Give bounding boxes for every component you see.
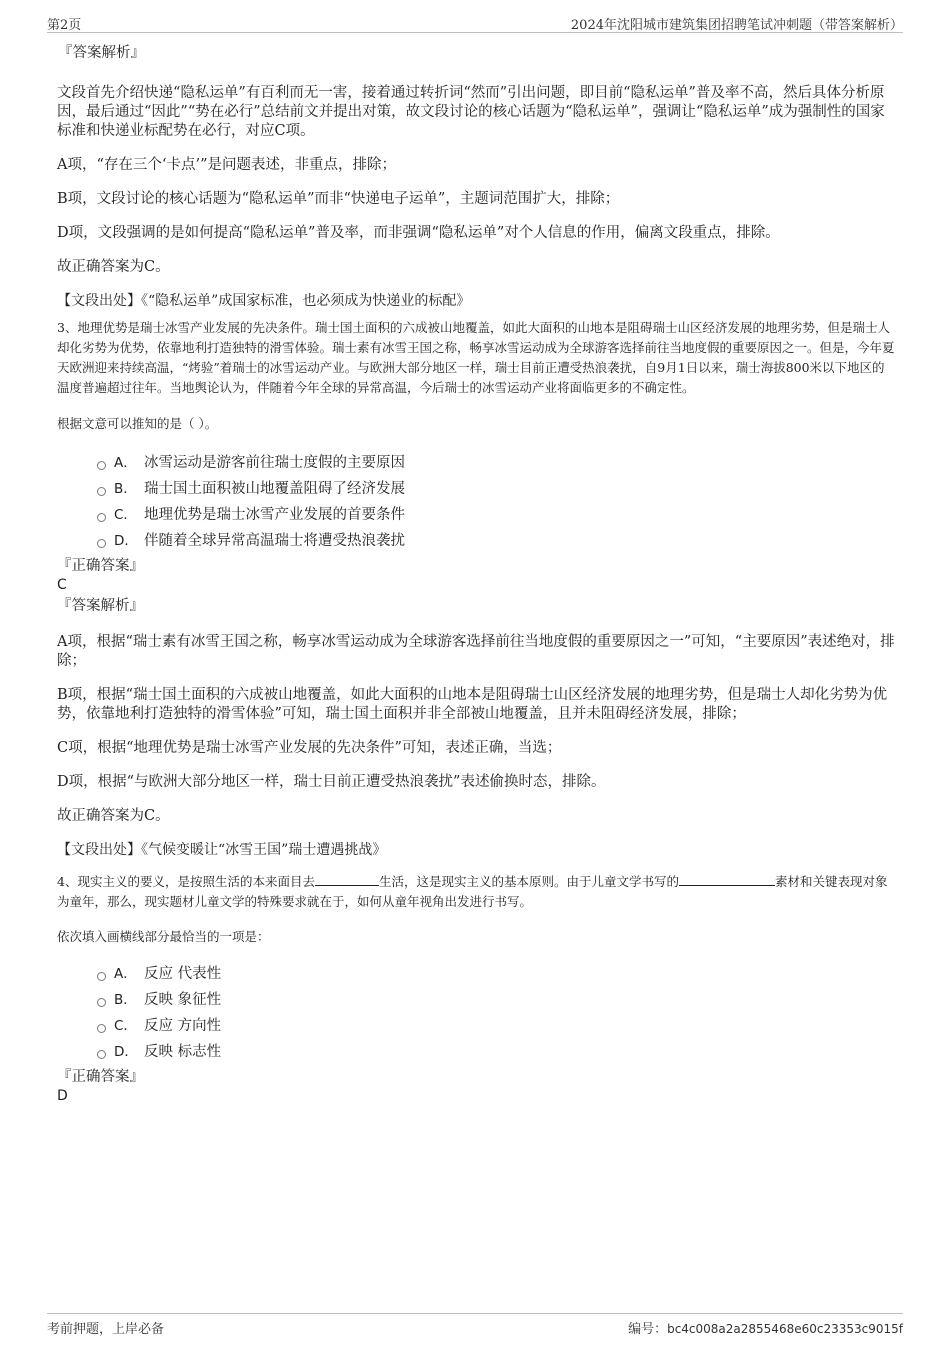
q3-stem: 3、地理优势是瑞士冰雪产业发展的先决条件。瑞士国土面积的六成被山地覆盖，如此大面积的山地本是阻碍瑞士山区经济发展的地理劣势，但是瑞士人却化劣势为优势，依靠地利打造独特的滑雪体验。瑞士素有冰雪王国之称，畅享冰雪运动成为全球游客选择前往当地度假的重要原因之一。但是，今年夏天欧洲迎来持续高温，“烤验”着瑞士的冰雪运动产业。与欧洲大部分地区一样，瑞士目前正遭受热浪袭扰，自9月1日以来，瑞士海拔800米以下地区的温度普遍超过往年。当地舆论认为，伴随着今年全球的异常高温，今后瑞士的冰雪运动产业将面临更多的不确定性。 <box>57 320 895 395</box>
q3-option-a[interactable]: A． 冰雪运动是游客前往瑞士度假的主要原因 <box>97 450 895 476</box>
q4-answer: D <box>57 1088 68 1104</box>
radio-icon[interactable] <box>97 461 106 470</box>
q3-analysis-label: 『答案解析』 <box>57 598 144 614</box>
page-number: 第2页 <box>47 18 82 33</box>
radio-icon[interactable] <box>97 1050 106 1059</box>
radio-icon[interactable] <box>97 487 106 496</box>
q3-note-b: B项，根据“瑞士国土面积的六成被山地覆盖，如此大面积的山地本是阻碍瑞士山区经济发展的地理劣势，但是瑞士人却化劣势为优势，依靠地利打造独特的滑雪体验”可知，瑞士国土面积并非全部被山地覆盖，且并未阻碍经济发展，排除； <box>57 687 888 722</box>
q3-answer-label: 『正确答案』 <box>57 558 144 574</box>
radio-icon[interactable] <box>97 1024 106 1033</box>
q3-conclusion: 故正确答案为C。 <box>57 808 170 824</box>
q2-analysis-label: 『答案解析』 <box>58 45 145 61</box>
document-title: 2024年沈阳城市建筑集团招聘笔试冲刺题（带答案解析） <box>570 18 903 33</box>
q2-note-b: B项，文段讨论的核心话题为“隐私运单”而非“快递电子运单”，主题词范围扩大，排除； <box>57 191 620 207</box>
q2-source: 【文段出处】《“隐私运单”成国家标准，也必须成为快递业的标配》 <box>57 293 471 309</box>
q4-option-a[interactable]: A． 反应 代表性 <box>97 961 895 987</box>
radio-icon[interactable] <box>97 998 106 1007</box>
q2-conclusion: 故正确答案为C。 <box>57 259 170 275</box>
q2-note-a: A项，“存在三个‘卡点’”是问题表述，非重点，排除； <box>57 157 397 173</box>
q2-note-d: D项，文段强调的是如何提高“隐私运单”普及率，而非强调“隐私运单”对个人信息的作用，偏离文段重点，排除。 <box>57 225 780 241</box>
q3-note-d: D项，根据“与欧洲大部分地区一样，瑞士目前正遭受热浪袭扰”表述偷换时态，排除。 <box>57 774 606 790</box>
q3-note-c: C项，根据“地理优势是瑞士冰雪产业发展的先决条件”可知，表述正确，当选； <box>57 740 562 756</box>
q3-source: 【文段出处】《气候变暖让“冰雪王国”瑞士遭遇挑战》 <box>57 842 387 858</box>
footer-slogan: 考前押题，上岸必备 <box>47 1322 165 1337</box>
q3-option-c[interactable]: C． 地理优势是瑞士冰雪产业发展的首要条件 <box>97 502 895 528</box>
q4-stem: 4、现实主义的要义，是按照生活的本来面目去 生活，这是现实主义的基本原则。由于儿童文学书写的 素材和关键表现对象为童年，那么，现实题材儿童文学的特殊要求就在于，如何从童年视角出发进行书写。 <box>57 874 888 909</box>
q4-option-c[interactable]: C． 反应 方向性 <box>97 1013 895 1039</box>
blank-2 <box>679 873 775 886</box>
q2-analysis-text: 文段首先介绍快递“隐私运单”有百利而无一害，接着通过转折词“然而”引出问题，即目前“隐私运单”普及率不高，然后具体分析原因，最后通过“因此”“势在必行”总结前文并提出对策，故文段讨论的核心话题为“隐私运单”，强调让“隐私运单”成为强制性的国家标准和快递业标配势在必行，对应C项。 <box>57 85 885 139</box>
q3-option-d[interactable]: D． 伴随着全球异常高温瑞士将遭受热浪袭扰 <box>97 528 895 554</box>
q4-options <box>97 961 895 1065</box>
q3-note-a: A项，根据“瑞士素有冰雪王国之称，畅享冰雪运动成为全球游客选择前往当地度假的重要原因之一”可知，“主要原因”表述绝对，排除； <box>57 634 895 669</box>
q3-option-b[interactable]: B． 瑞士国土面积被山地覆盖阻碍了经济发展 <box>97 476 895 502</box>
q4-answer-label: 『正确答案』 <box>57 1069 144 1085</box>
blank-1 <box>315 873 379 886</box>
radio-icon[interactable] <box>97 972 106 981</box>
q4-prompt: 依次填入画横线部分最恰当的一项是： <box>57 929 270 944</box>
q3-answer: C <box>57 577 67 593</box>
q3-options <box>97 450 895 554</box>
q4-option-d[interactable]: D． 反映 标志性 <box>97 1039 895 1065</box>
radio-icon[interactable] <box>97 513 106 522</box>
q4-option-b[interactable]: B． 反映 象征性 <box>97 987 895 1013</box>
page-header <box>47 12 903 33</box>
q3-prompt: 根据文意可以推知的是（ ）。 <box>57 416 218 431</box>
page-footer <box>47 1313 903 1338</box>
document-code: 编号：bc4c008a2a2855468e60c23353c9015f <box>628 1322 903 1337</box>
page-content <box>57 44 895 1106</box>
radio-icon[interactable] <box>97 539 106 548</box>
